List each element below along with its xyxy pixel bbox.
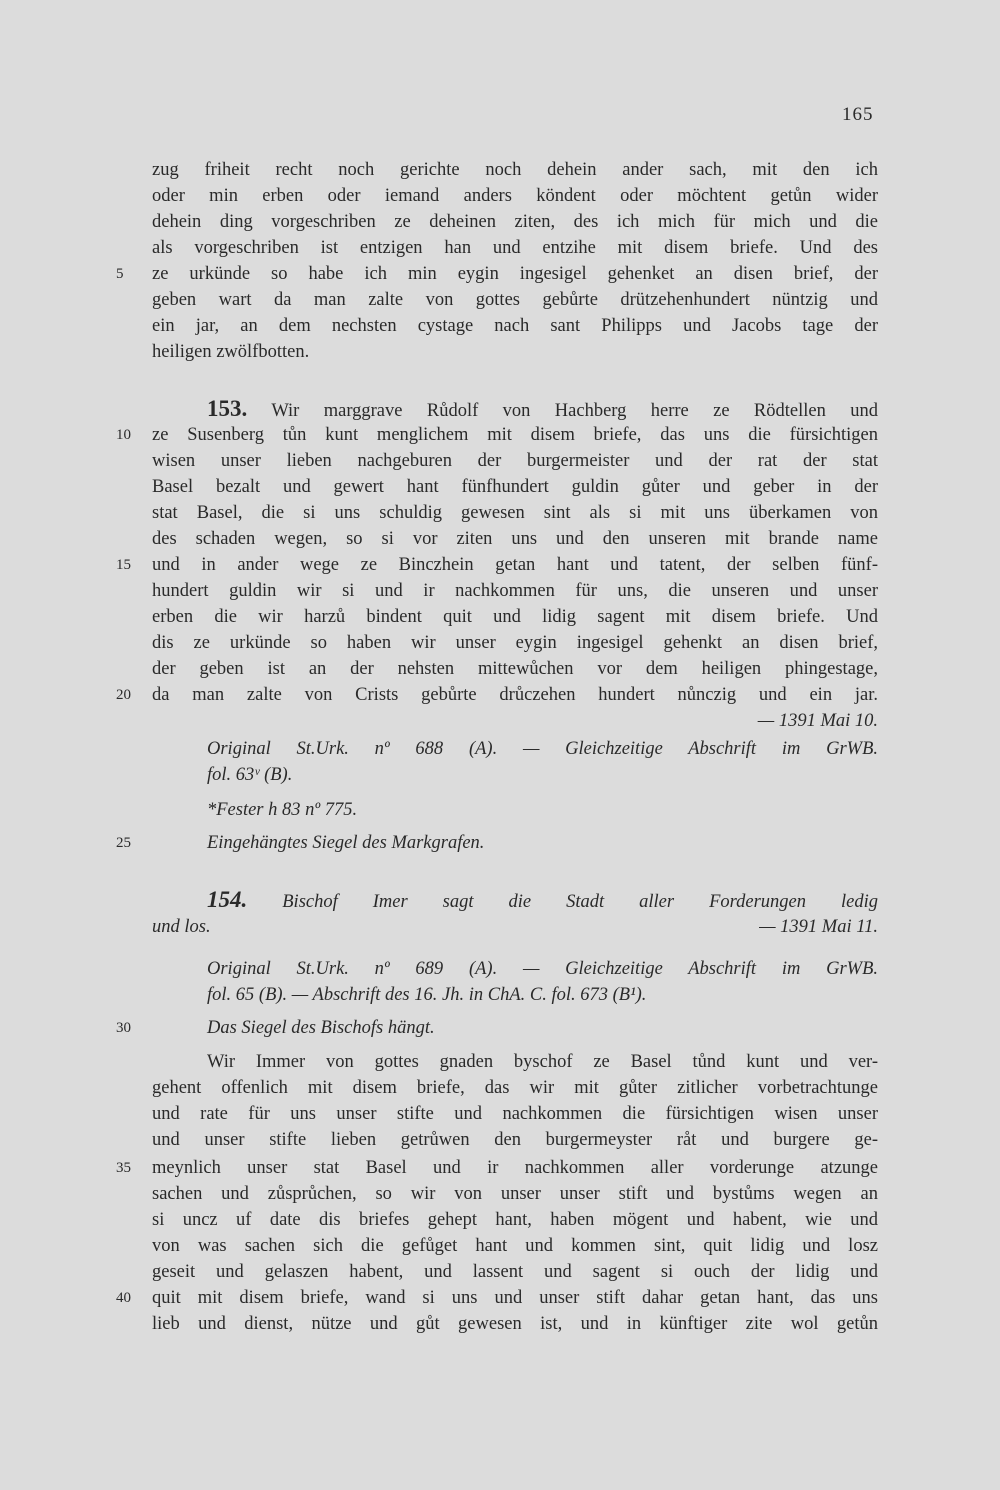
line-text	[152, 578, 878, 605]
text-line	[0, 886, 1000, 913]
text-line	[0, 395, 1000, 422]
text-line	[0, 287, 1000, 314]
line-text	[152, 1259, 878, 1286]
line-content: sachen und zůsprůchen, so wir von unser unser stift und bystůms wegen an	[152, 1184, 878, 1204]
line-content: dehein ding vorgeschriben ze deheinen ziten, des ich mich für mich und die	[152, 212, 878, 232]
text-line	[0, 1233, 1000, 1260]
document-number: 153.	[207, 396, 248, 421]
line-content: Das Siegel des Bischofs hängt.	[207, 1018, 435, 1038]
line-number: 35	[116, 1160, 131, 1176]
line-content: fol. 63ᵛ (B).	[207, 765, 293, 785]
line-text	[152, 1181, 878, 1208]
line-text	[152, 914, 211, 941]
line-text	[152, 1207, 878, 1234]
text-line	[0, 1155, 1000, 1182]
date-line: — 1391 Mai 10.	[757, 711, 878, 731]
line-text	[152, 500, 878, 527]
line-content: Eingehängtes Siegel des Markgrafen.	[207, 833, 485, 853]
line-content: ein jar, an dem nechsten cystage nach sant Philipps und Jacobs tage der	[152, 316, 878, 336]
line-content: hundert guldin wir si und ir nachkommen für uns, die unseren und unser	[152, 581, 878, 601]
text-line	[0, 1101, 1000, 1128]
text-line	[0, 552, 1000, 579]
line-content: quit mit disem briefe, wand si uns und unser stift dahar getan hant, das uns	[152, 1288, 878, 1308]
text-line	[0, 797, 1000, 824]
line-text	[152, 157, 878, 184]
line-content: Wir marggrave Růdolf von Hachberg herre ze Rödtellen und	[271, 401, 878, 421]
line-content: Wir Immer von gottes gnaden byschof ze Basel tůnd kunt und ver-	[207, 1052, 878, 1072]
text-line	[0, 339, 1000, 366]
line-text	[152, 682, 878, 709]
line-content: Basel bezalt und gewert hant fünfhundert guldin gůter und geber in der	[152, 477, 878, 497]
text-line	[0, 630, 1000, 657]
line-text	[207, 736, 878, 763]
line-content: zug friheit recht noch gerichte noch dehein ander sach, mit den ich	[152, 160, 878, 180]
line-content: der geben ist an der nehsten mittewůchen vor dem heiligen phingestage,	[152, 659, 878, 679]
line-text	[152, 1285, 878, 1312]
line-text	[152, 1155, 878, 1182]
line-number: 5	[116, 266, 124, 282]
line-text	[152, 474, 878, 501]
text-line	[0, 209, 1000, 236]
line-text	[152, 604, 878, 631]
line-number: 40	[116, 1290, 131, 1306]
line-text	[152, 1233, 878, 1260]
line-number: 30	[116, 1020, 131, 1036]
line-number: 25	[116, 835, 131, 851]
line-text	[207, 1015, 878, 1042]
line-content: ze Susenberg tůn kunt menglichem mit disem briefe, das uns die fürsichtigen	[152, 425, 878, 445]
text-line	[0, 1207, 1000, 1234]
line-text	[207, 762, 878, 789]
text-line	[0, 1049, 1000, 1076]
line-text	[207, 830, 878, 857]
line-content: und in ander wege ze Binczhein getan hant und tatent, der selben fünf-	[152, 555, 878, 575]
line-text	[207, 956, 878, 983]
text-line	[0, 578, 1000, 605]
text-line	[0, 1259, 1000, 1286]
line-text	[207, 886, 878, 916]
document-number: 154.	[207, 887, 248, 912]
line-content: und unser stifte lieben getrůwen den burgermeyster råt und burgere ge-	[152, 1130, 878, 1150]
line-number: 10	[116, 427, 131, 443]
line-text	[152, 1101, 878, 1128]
text-line	[0, 313, 1000, 340]
text-line	[0, 656, 1000, 683]
line-content: *Fester h 83 nº 775.	[207, 800, 358, 820]
line-content: heiligen zwölfbotten.	[152, 342, 310, 362]
line-content: von was sachen sich die gefůget hant und kommen sint, quit lidig und losz	[152, 1236, 878, 1256]
line-content: Original St.Urk. nº 689 (A). — Gleichzeitige Abschrift im GrWB.	[207, 959, 878, 979]
line-content: geseit und gelaszen habent, und lassent und sagent si ouch der lidig und	[152, 1262, 878, 1282]
text-line	[0, 830, 1000, 857]
line-content: oder min erben oder iemand anders köndent oder möchtent getůn wider	[152, 186, 878, 206]
text-line	[0, 235, 1000, 262]
text-line	[0, 422, 1000, 449]
text-line	[0, 956, 1000, 983]
line-content: geben wart da man zalte von gottes gebůrte drützehenhundert nüntzig und	[152, 290, 878, 310]
line-text	[152, 1075, 878, 1102]
line-content: wisen unser lieben nachgeburen der burgermeister und der rat der stat	[152, 451, 878, 471]
line-content: stat Basel, die si uns schuldig gewesen sint als si mit uns überkamen von	[152, 503, 878, 523]
line-content: dis ze urkünde so haben wir unser eygin ingesigel gehenkt an disen brief,	[152, 633, 878, 653]
line-text	[152, 209, 878, 236]
line-text	[207, 1049, 878, 1076]
line-text	[152, 448, 878, 475]
line-content: gehent offenlich mit disem briefe, das wir mit gůter zitlicher vorbetrachtunge	[152, 1078, 878, 1098]
line-text	[152, 656, 878, 683]
line-content: Original St.Urk. nº 688 (A). — Gleichzeitige Abschrift im GrWB.	[207, 739, 878, 759]
line-number: 20	[116, 687, 131, 703]
text-line	[0, 183, 1000, 210]
text-line	[0, 474, 1000, 501]
line-text	[152, 235, 878, 262]
line-text	[152, 261, 878, 288]
line-text	[152, 422, 878, 449]
text-line	[0, 500, 1000, 527]
line-content: fol. 65 (B). — Abschrift des 16. Jh. in ChA. C. fol. 673 (B¹).	[207, 985, 647, 1005]
line-text	[152, 552, 878, 579]
line-content: und los.	[152, 917, 211, 937]
date-line: — 1391 Mai 11.	[759, 917, 878, 937]
line-text	[152, 313, 878, 340]
line-content: si uncz uf date dis briefes gehept hant, haben mögent und habent, wie und	[152, 1210, 878, 1230]
line-text	[207, 395, 878, 425]
text-line	[0, 261, 1000, 288]
line-content: Bischof Imer sagt die Stadt aller Forderungen ledig	[282, 892, 878, 912]
line-text	[152, 526, 878, 553]
line-text	[152, 1127, 878, 1154]
page-number: 165	[842, 104, 874, 125]
text-line	[0, 1015, 1000, 1042]
line-text	[152, 630, 878, 657]
line-content: meynlich unser stat Basel und ir nachkommen aller vorderunge atzunge	[152, 1158, 878, 1178]
text-line	[0, 526, 1000, 553]
line-content: lieb und dienst, nütze und gůt gewesen ist, und in künftiger zite wol getůn	[152, 1314, 878, 1334]
text-line	[0, 982, 1000, 1009]
text-line	[0, 682, 1000, 709]
text-line	[0, 1285, 1000, 1312]
text-line	[0, 1127, 1000, 1154]
line-text	[152, 183, 878, 210]
text-line	[0, 1311, 1000, 1338]
line-text	[152, 287, 878, 314]
line-content: als vorgeschriben ist entzigen han und entzihe mit disem briefe. Und des	[152, 238, 878, 258]
line-content: und rate für uns unser stifte und nachkommen die fürsichtigen wisen unser	[152, 1104, 878, 1124]
line-content: da man zalte von Crists gebůrte drůczehen hundert nůnczig und ein jar.	[152, 685, 878, 705]
line-number: 15	[116, 557, 131, 573]
text-line	[0, 736, 1000, 763]
line-content: erben die wir harzů bindent quit und lidig sagent mit disem briefe. Und	[152, 607, 878, 627]
line-text	[152, 339, 309, 366]
text-line	[0, 448, 1000, 475]
line-text	[207, 797, 878, 824]
text-line	[0, 914, 1000, 941]
text-line	[0, 157, 1000, 184]
line-content: ze urkünde so habe ich min eygin ingesigel gehenket an disen brief, der	[152, 264, 878, 284]
line-text	[207, 982, 878, 1009]
line-text	[152, 1311, 878, 1338]
text-line	[0, 1181, 1000, 1208]
text-line	[0, 708, 1000, 735]
text-line	[0, 762, 1000, 789]
text-line	[0, 604, 1000, 631]
text-line	[0, 1075, 1000, 1102]
line-content: des schaden wegen, so si vor ziten uns und den unseren mit brande name	[152, 529, 878, 549]
